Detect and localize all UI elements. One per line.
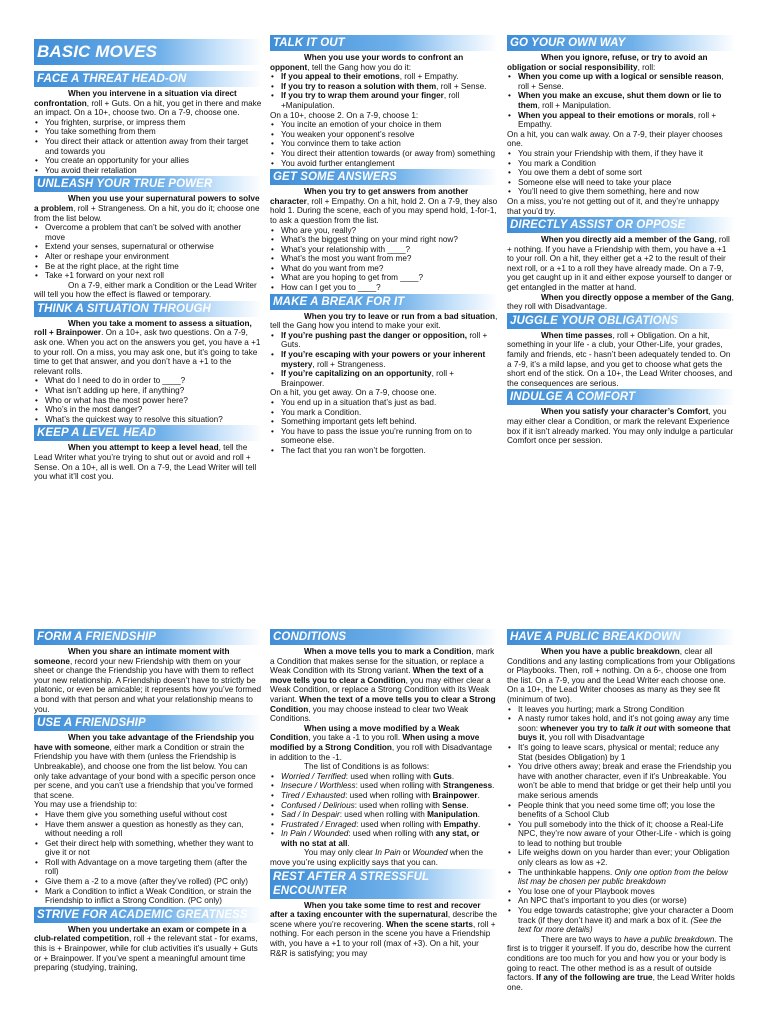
list-item: • Something important gets left behind. bbox=[281, 417, 498, 427]
list-item: • You direct their attention towards (or away from) something bbox=[281, 149, 498, 159]
conditions-modifiers: When using a move modified by a Weak Condition, you take a -1 to you roll. When using a move modified by a Strong Condition, you roll with Disadvantage in addition to the -1. bbox=[270, 723, 493, 762]
list-item: • It leaves you hurting; mark a Strong Condition bbox=[518, 705, 735, 715]
column-top-right bbox=[507, 34, 735, 446]
list-item: • You frighten, surprise, or impress them bbox=[45, 118, 262, 128]
break-options bbox=[270, 398, 498, 456]
list-item: • Who or what has the most power here? bbox=[45, 396, 262, 406]
list-item: • It’s going to leave scars, physical or mental; reduce any Stat (besides Obligation) by 1 bbox=[518, 743, 735, 762]
unleash-options bbox=[34, 223, 262, 281]
header-strive-academic: STRIVE FOR ACADEMIC GREATNESS bbox=[34, 907, 262, 923]
use-options bbox=[34, 810, 262, 906]
list-item: • You have to pass the issue you’re running from on to someone else. bbox=[281, 427, 498, 446]
list-item: • A nasty rumor takes hold, and it’s not going away any time soon: whenever you try to talk it out with someone that buys it, you roll with Disadvantage bbox=[518, 714, 735, 743]
list-item: • Have them give you something useful without cost bbox=[45, 810, 262, 820]
page-title: BASIC MOVES bbox=[34, 39, 262, 65]
header-rest-after-encounter: REST AFTER A STRESSFUL ENCOUNTER bbox=[270, 869, 498, 899]
list-item: • You owe them a debt of some sort bbox=[518, 168, 735, 178]
list-item: • Insecure / Worthless: used when rolling with Strangeness. bbox=[281, 781, 498, 791]
list-item: • What are you hoping to get from ____? bbox=[281, 273, 498, 283]
list-item: • People think that you need some time off; you lose the benefits of a School Club bbox=[518, 801, 735, 820]
list-item: • Frustrated / Enraged: used when rolling with Empathy. bbox=[281, 820, 498, 830]
header-public-breakdown: HAVE A PUBLIC BREAKDOWN bbox=[507, 629, 735, 645]
header-assist-oppose: DIRECTLY ASSIST OR OPPOSE bbox=[507, 217, 735, 233]
breakdown-options bbox=[507, 705, 735, 887]
own-choose: On a hit, you can walk away. On a 7-9, their player chooses one. bbox=[507, 129, 723, 149]
breakdown-intro: When you have a public breakdown, clear all Conditions and any lasting complications from your Obligations or Playbooks. Then, roll + nothing. On a 6-, choose one from the list. On a 7-9, you and the Lead Writer each choose one. On a 10+, the Lead Writer chooses as many as they see fit (minimum of two). bbox=[507, 647, 736, 704]
column-bottom-left bbox=[34, 628, 262, 973]
list-item: • You drive others away; break and erase the Friendship you have with another character, even if it’s Unbreakable. You won’t be able to mend that bridge or get their help until you make serious amends bbox=[518, 762, 735, 800]
list-item: • How can I get you to ____? bbox=[281, 283, 498, 293]
breakdown-unthinkable-options bbox=[507, 887, 735, 935]
list-item: • What’s the biggest thing on your mind right now? bbox=[281, 235, 498, 245]
header-conditions: CONDITIONS bbox=[270, 629, 498, 645]
strive-intro: When you undertake an exam or compete in a club-related competition, roll + the relevant stat - for exams, this is + Brainpower, while for club activities it’s usually + Guts or + Brainpower. If you’ve spent a meaningful amount time preparing (studying, training, bbox=[34, 924, 258, 973]
list-item: • If you’re escaping with your powers or your inherent mystery, roll + Strangeness. bbox=[281, 350, 498, 369]
list-item: • The fact that you ran won’t be forgotten. bbox=[281, 446, 498, 456]
think-intro: When you take a moment to assess a situation, roll + Brainpower. On a 10+, ask two questions. On a 7-9, ask one. When you act on the answers you get, you have a +1 to your roll. On a miss, you may ask one, but it’s going to take time to get that answer, and you don’t have a +1 to the relevant rolls. bbox=[34, 318, 261, 376]
header-juggle-obligations: JUGGLE YOUR OBLIGATIONS bbox=[507, 313, 735, 329]
list-item: • The unthinkable happens. Only one option from the below list may be chosen per public breakdown bbox=[518, 868, 735, 887]
list-item: • Extend your senses, supernatural or otherwise bbox=[45, 242, 262, 252]
own-intro: When you ignore, refuse, or try to avoid an obligation or social responsibility, roll: bbox=[507, 53, 708, 72]
list-item: • Get their direct help with something, whether they want to give it or not bbox=[45, 839, 262, 858]
list-item: • You mark a Condition. bbox=[281, 408, 498, 418]
list-item: • Someone else will need to take your place bbox=[518, 178, 735, 188]
list-item: • Be at the right place, at the right time bbox=[45, 262, 262, 272]
list-item: • If you’re pushing past the danger or opposition, roll + Guts. bbox=[281, 331, 498, 350]
column-bottom-right bbox=[507, 628, 735, 992]
conditions-list bbox=[270, 772, 498, 849]
list-item: • Mark a Condition to inflict a Weak Condition, or strain the Friendship to inflict a Strong Condition. (PC only) bbox=[45, 887, 262, 906]
list-item: • You mark a Condition bbox=[518, 159, 735, 169]
list-item: • You convince them to take action bbox=[281, 139, 498, 149]
list-item: • If you appeal to their emotions, roll + Empathy. bbox=[281, 72, 498, 82]
list-item: • Life weighs down on you harder than ever; your Obligation only clears as low as +2. bbox=[518, 848, 735, 867]
header-make-a-break: MAKE A BREAK FOR IT bbox=[270, 294, 498, 310]
list-item: • Confused / Delirious: used when rolling with Sense. bbox=[281, 801, 498, 811]
header-face-a-threat: FACE A THREAT HEAD-ON bbox=[34, 71, 262, 87]
list-item: • You lose one of your Playbook moves bbox=[518, 887, 735, 897]
column-top-middle bbox=[270, 34, 498, 456]
level-intro: When you attempt to keep a level head, tell the Lead Writer what you’re trying to shut out or avoid and roll + Sense. On a 10+, all is well. On a 7-9, the Lead Writer will tell you what it’ll cost you. bbox=[34, 443, 257, 482]
header-unleash-power: UNLEASH YOUR TRUE POWER bbox=[34, 176, 262, 192]
talk-choose: On a 10+, choose 2. On a 7-9, choose 1: bbox=[270, 110, 419, 120]
list-item: • Take +1 forward on your next roll bbox=[45, 271, 262, 281]
header-talk-it-out: TALK IT OUT bbox=[270, 35, 498, 51]
conditions-intro: When a move tells you to mark a Condition, mark a Condition that makes sense for the situation, or replace a Weak Condition with its Strong variant. When the text of a move tells you to clear a Condition, you may either clear a Weak Condition, or replace a Strong Condition with its Weak variant. When the text of a move tells you to clear a Strong Condition, you may choose instead to clear two Weak Conditions. bbox=[270, 647, 496, 724]
list-item: • What do I need to do in order to ____? bbox=[45, 376, 262, 386]
form-intro: When you share an intimate moment with someone, record your new Friendship with them on your sheet or change the Friendship you have with them to reflect your new relationship. A Friendship doesn’t have to strictly be platonic, or even be amicable; it represents how you’ve formed a bond with that person and what your relationship means to you. bbox=[34, 647, 262, 714]
list-item: • If you try to reason a solution with them, roll + Sense. bbox=[281, 82, 498, 92]
header-form-friendship: FORM A FRIENDSHIP bbox=[34, 629, 262, 645]
list-item: • Who’s in the most danger? bbox=[45, 405, 262, 415]
break-intro: When you try to leave or run from a bad situation, tell the Gang how you intend to make your exit. bbox=[270, 311, 498, 331]
list-item: • Alter or reshape your environment bbox=[45, 252, 262, 262]
talk-intro: When you use your words to confront an opponent, tell the Gang how you do it: bbox=[270, 53, 464, 72]
list-item: • When you make an excuse, shut them down or lie to them, roll + Manipulation. bbox=[518, 91, 735, 110]
list-item: • You direct their attack or attention away from their target and towards you bbox=[45, 137, 262, 156]
list-item: • You avoid further entanglement bbox=[281, 159, 498, 169]
header-use-friendship: USE A FRIENDSHIP bbox=[34, 715, 262, 731]
list-item: • You’ll need to give them something, here and now bbox=[518, 187, 735, 197]
list-item: • Tired / Exhausted: used when rolling with Brainpower. bbox=[281, 791, 498, 801]
header-keep-level-head: KEEP A LEVEL HEAD bbox=[34, 425, 262, 441]
header-get-answers: GET SOME ANSWERS bbox=[270, 169, 498, 185]
conditions-outro: You may only clear In Pain or Wounded when the move you’re using explicitly says that you can. bbox=[270, 848, 484, 868]
think-questions bbox=[34, 376, 262, 424]
list-item: • Overcome a problem that can’t be solved with another move bbox=[45, 223, 262, 242]
list-item: • You strain your Friendship with them, if they have it bbox=[518, 149, 735, 159]
own-outro: On a miss, you’re not getting out of it, and they’re unhappy that you’d try. bbox=[507, 196, 720, 216]
list-item: • If you try to wrap them around your finger, roll +Manipulation. bbox=[281, 91, 498, 110]
indulge-intro: When you satisfy your character’s Comfort, you may either clear a Condition, or mark the relevant Experience box if it isn’t already marked. You may only indulge a particular Comfort once per session. bbox=[507, 407, 734, 446]
list-item: • Roll with Advantage on a move targeting them (after the roll) bbox=[45, 858, 262, 877]
breakdown-outro: There are two ways to have a public breakdown. The first is to trigger it yourself. If you do, describe how the current conditions are too much for you and how you or your body is going to react. The other method is as a result of outside factors. If any of the following are true, the Lead Writer holds one. bbox=[507, 934, 735, 992]
list-item: • You edge towards catastrophe; give your character a Doom track (if they don’t have it) and mark a box of it. (See the text for more details) bbox=[518, 906, 735, 935]
column-bottom-middle bbox=[270, 628, 498, 958]
list-item: • You incite an emotion of your choice in them bbox=[281, 120, 498, 130]
list-item: • What’s the quickest way to resolve this situation? bbox=[45, 415, 262, 425]
list-item: • What’s the most you want from me? bbox=[281, 254, 498, 264]
list-item: • Have them answer a question as honestly as they can, without needing a roll bbox=[45, 820, 262, 839]
list-item: • When you appeal to their emotions or morals, roll + Empathy. bbox=[518, 111, 735, 130]
use-intro: When you take advantage of the Friendship you have with someone, either mark a Condition or strain the Friendship you have with them (unless the Friendship is Unbreakable), and choose one from the list below. You can only take advantage of your bond with a specific person once per scene, and you can’t use a friendship that you’ve formed that scene. bbox=[34, 733, 256, 800]
list-item: • You create an opportunity for your allies bbox=[45, 156, 262, 166]
list-item: • What’s your relationship with ____? bbox=[281, 245, 498, 255]
list-item: • Give them a -2 to a move (after they’ve rolled) (PC only) bbox=[45, 877, 262, 887]
rest-intro: When you take some time to rest and recover after a taxing encounter with the supernatural, describe the scene where you’re recovering. When the scene starts, roll + nothing. For each person in the scene you have a Friendship with, you have a +1 to your roll (max of +3). On a hit, your R&R is satisfying; you may bbox=[270, 900, 498, 958]
list-item: • When you come up with a logical or sensible reason, roll + Sense. bbox=[518, 72, 735, 91]
answers-questions bbox=[270, 226, 498, 293]
face-options bbox=[34, 118, 262, 176]
juggle-intro: When time passes, roll + Obligation. On a hit, something in your life - a club, your Other-Life, your grades, family and friends, etc - hasn’t been adequately tended to. On a 7-9, it’s a mild lapse, and you get to choose what gets the short end of the stick. On a 10+, the Lead Writer chooses, and the consequences are serious. bbox=[507, 330, 733, 388]
list-item: • You pull somebody into the thick of it; choose a Real-Life NPC, they’re now aware of your Other-Life - which is going to lead to nothing but trouble bbox=[518, 820, 735, 849]
unleash-outro: On a 7-9, either mark a Condition or the Lead Writer will tell you how the effect is flawed or temporary. bbox=[34, 280, 257, 300]
header-go-your-own-way: GO YOUR OWN WAY bbox=[507, 35, 735, 51]
use-may: You may use a friendship to: bbox=[34, 800, 138, 810]
list-item: • Sad / In Despair: used when rolling with Manipulation. bbox=[281, 810, 498, 820]
list-item: • Who are you, really? bbox=[281, 226, 498, 236]
list-item: • An NPC that’s important to you dies (or worse) bbox=[518, 896, 735, 906]
list-item: • In Pain / Wounded: used when rolling with any stat, or with no stat at all. bbox=[281, 829, 498, 848]
list-item: • You avoid their retaliation bbox=[45, 166, 262, 176]
header-indulge-comfort: INDULGE A COMFORT bbox=[507, 389, 735, 405]
face-intro: When you intervene in a situation via direct confrontation, roll + Guts. On a hit, you get in there and make an impact. On a 10+, choose two. On a 7-9, choose one. bbox=[34, 89, 262, 118]
list-item: • You weaken your opponent’s resolve bbox=[281, 130, 498, 140]
talk-options bbox=[270, 120, 498, 168]
conditions-list-intro: The list of Conditions is as follows: bbox=[304, 762, 430, 772]
list-item: • If you’re capitalizing on an opportunity, roll + Brainpower. bbox=[281, 369, 498, 388]
oppose-intro: When you directly oppose a member of the Gang, they roll with Disadvantage. bbox=[507, 292, 734, 312]
talk-approaches bbox=[270, 72, 498, 110]
list-item: • What isn’t adding up here, if anything? bbox=[45, 386, 262, 396]
assist-intro: When you directly aid a member of the Gang, roll + nothing. If you have a Friendship with them, you have a +1 to your roll. On a hit, they either get a +2 to the result of their next roll, or a +1 to a roll they have already made. On a 7-9, you get caught up in it and either expose yourself to danger or get entangled in the matter at hand. bbox=[507, 235, 732, 293]
list-item: • You end up in a situation that’s just as bad. bbox=[281, 398, 498, 408]
own-approaches bbox=[507, 72, 735, 130]
list-item: • Worried / Terrified: used when rolling with Guts. bbox=[281, 772, 498, 782]
column-top-left bbox=[34, 38, 262, 482]
list-item: • What do you want from me? bbox=[281, 264, 498, 274]
break-choose: On a hit, you get away. On a 7-9, choose one. bbox=[270, 388, 437, 398]
header-think-situation: THINK A SITUATION THROUGH bbox=[34, 301, 262, 317]
break-approaches bbox=[270, 331, 498, 389]
own-options bbox=[507, 149, 735, 197]
answers-intro: When you try to get answers from another character, roll + Empathy. On a hit, hold 2. On a 7-9, they also hold 1. During the scene, each of you may spend hold, 1-for-1, to ask a question from the list. bbox=[270, 187, 498, 225]
unleash-intro: When you use your supernatural powers to solve a problem, roll + Strangeness. On a hit, you do it; choose one from the list below. bbox=[34, 194, 260, 223]
list-item: • You take something from them bbox=[45, 127, 262, 137]
